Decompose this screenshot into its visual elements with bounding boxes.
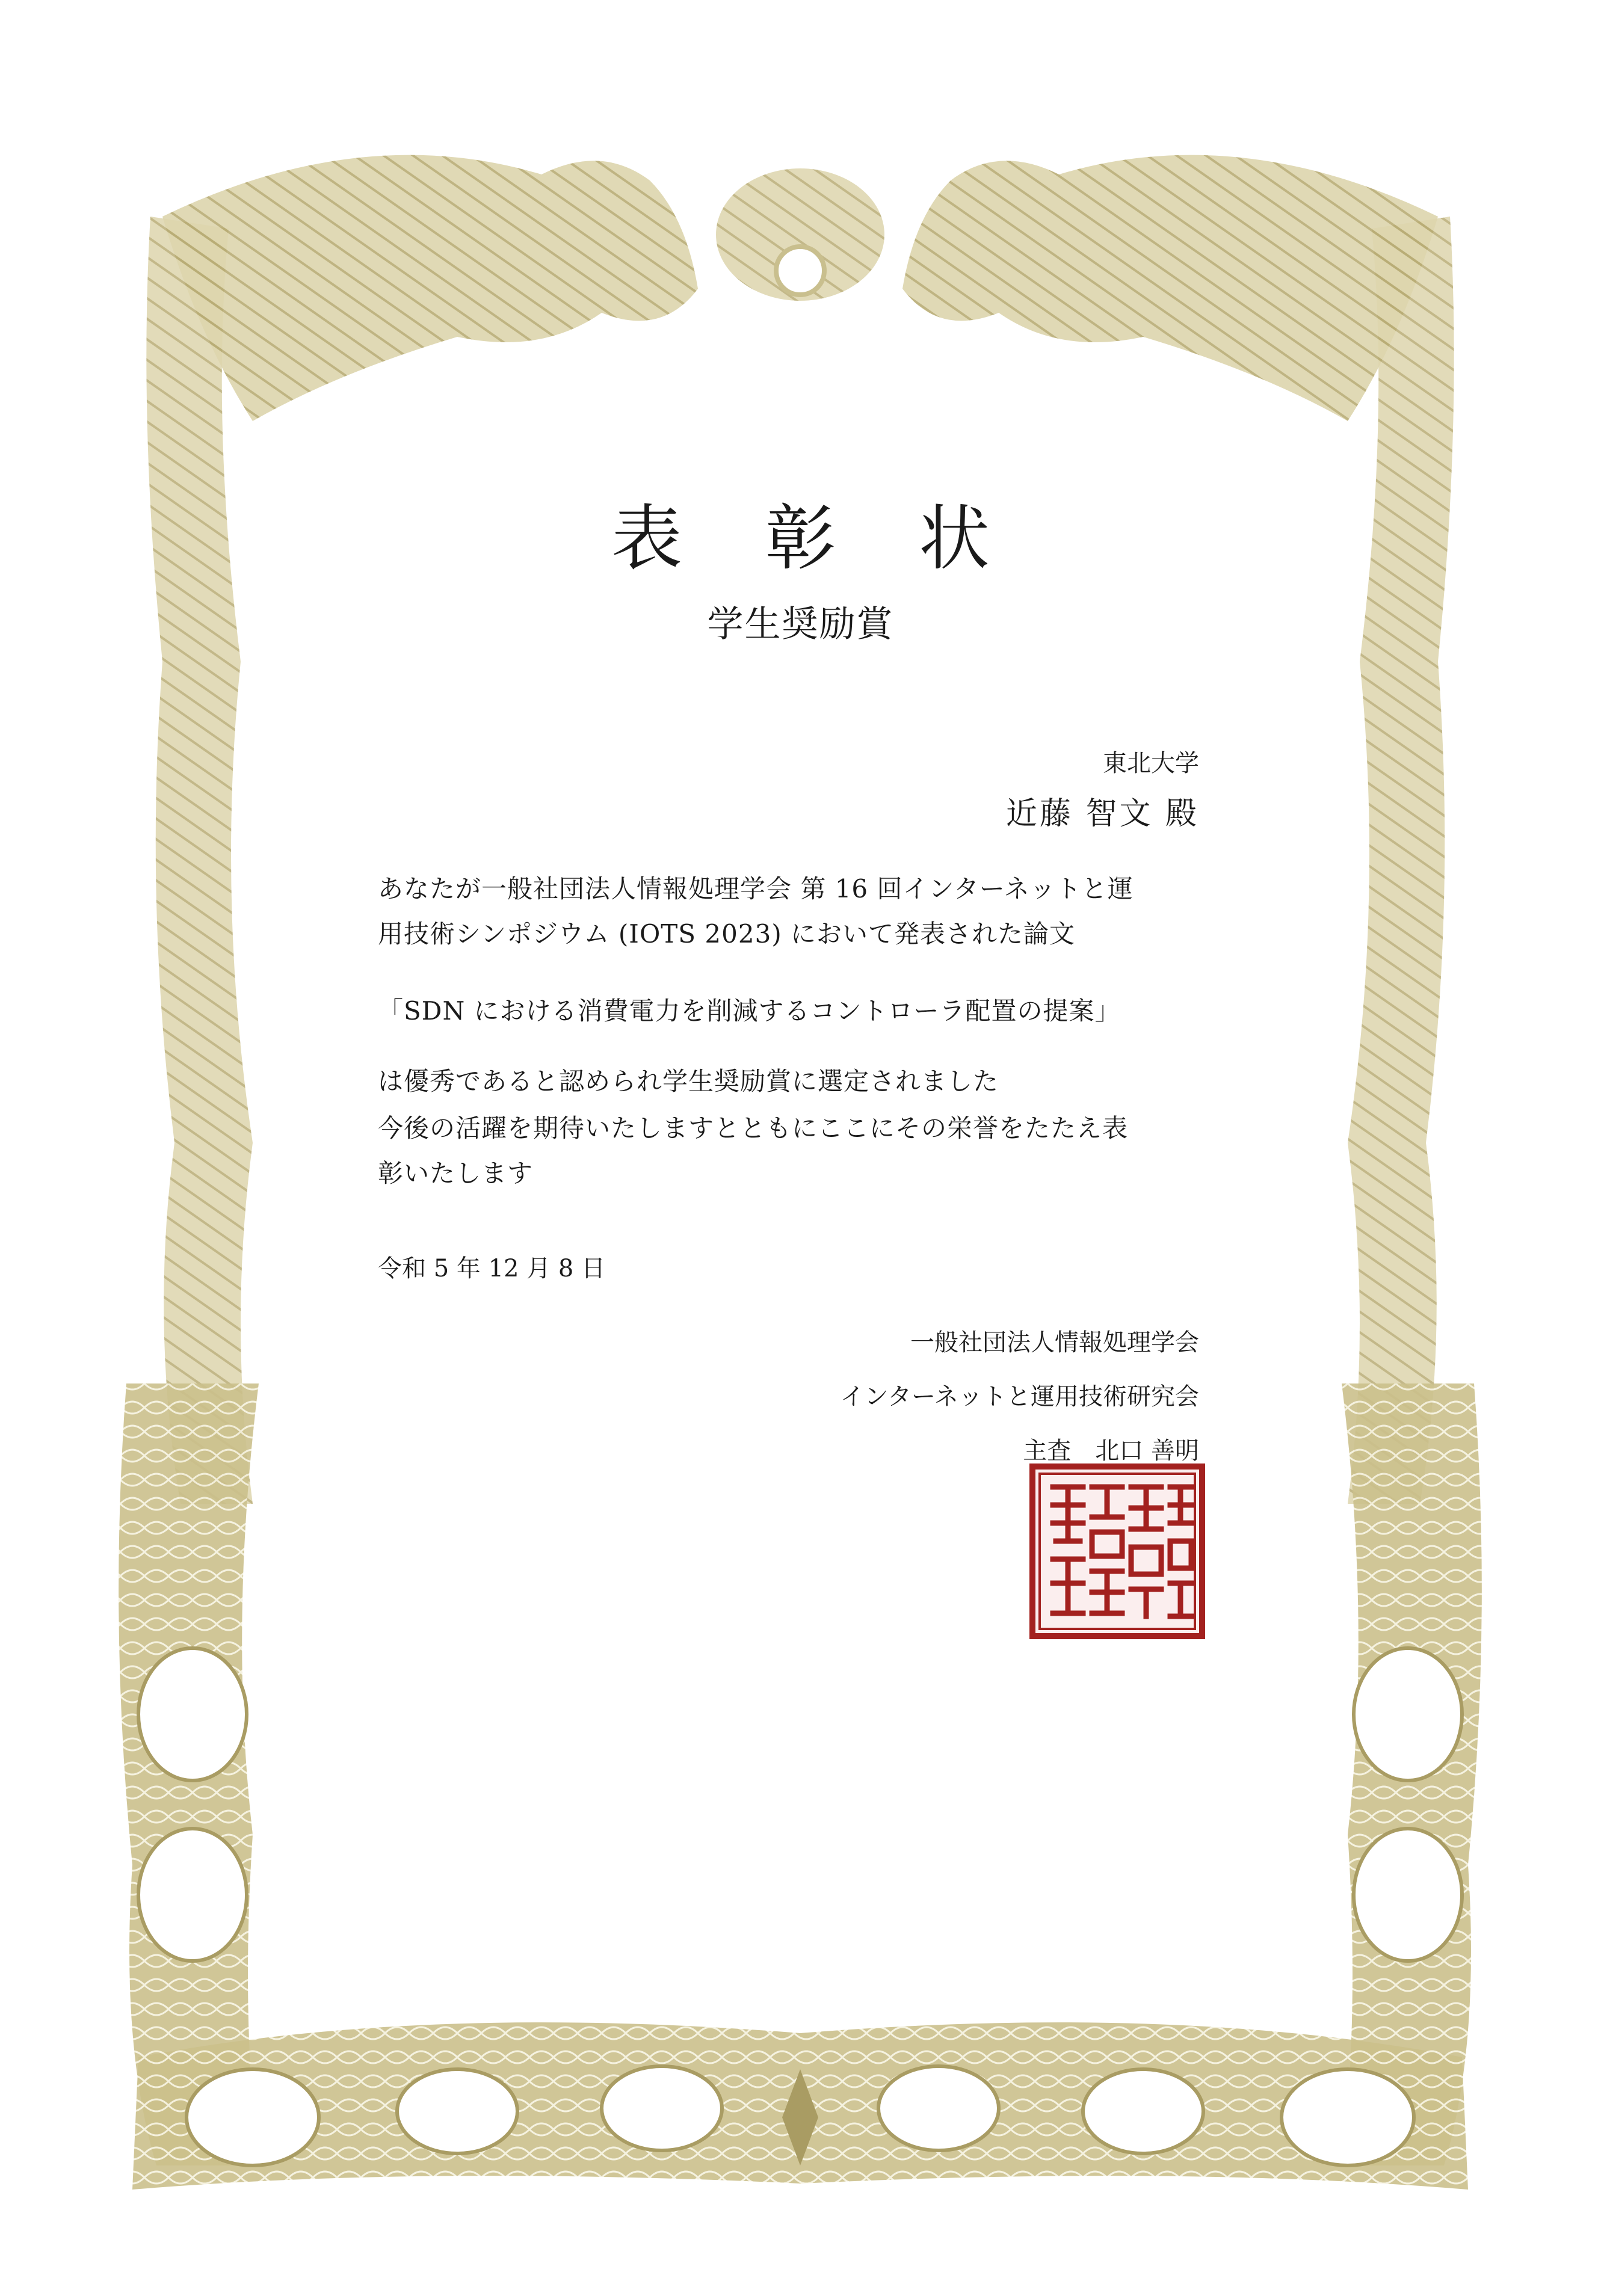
left-border-plumes [146, 217, 253, 1504]
left-phoenix [162, 155, 698, 421]
recipient-affiliation: 東北大学 [1103, 749, 1199, 777]
body-line: 今後の活躍を期待いたしますとともにここにその栄誉をたたえ表 [378, 1113, 1129, 1143]
body-line: あなたが一般社団法人情報処理学会 第 16 回インターネットと運 [378, 874, 1134, 903]
right-phoenix [902, 155, 1438, 421]
paper-title: 「SDN における消費電力を削減するコントローラ配置の提案」 [378, 996, 1121, 1026]
body-line: 彰いたします [378, 1159, 534, 1188]
issuer-chair: 主査 北口 善明 [1023, 1437, 1199, 1465]
issue-date: 令和 5 年 12 月 8 日 [378, 1255, 606, 1282]
body-line: 用技術シンポジウム (IOTS 2023) において発表された論文 [378, 919, 1076, 949]
award-name: 学生奨励賞 [707, 603, 894, 645]
issuer-committee: インターネットと運用技術研究会 [840, 1383, 1199, 1411]
official-seal [1029, 1463, 1206, 1640]
certificate-title: 表 彰 状 [611, 497, 1020, 580]
issuer-organization: 一般社団法人情報処理学会 [910, 1329, 1199, 1356]
body-line: は優秀であると認められ学生奨励賞に選定されました [378, 1066, 999, 1096]
right-border-plumes [1348, 217, 1454, 1504]
recipient-name: 近藤 智文 殿 [1005, 796, 1199, 832]
